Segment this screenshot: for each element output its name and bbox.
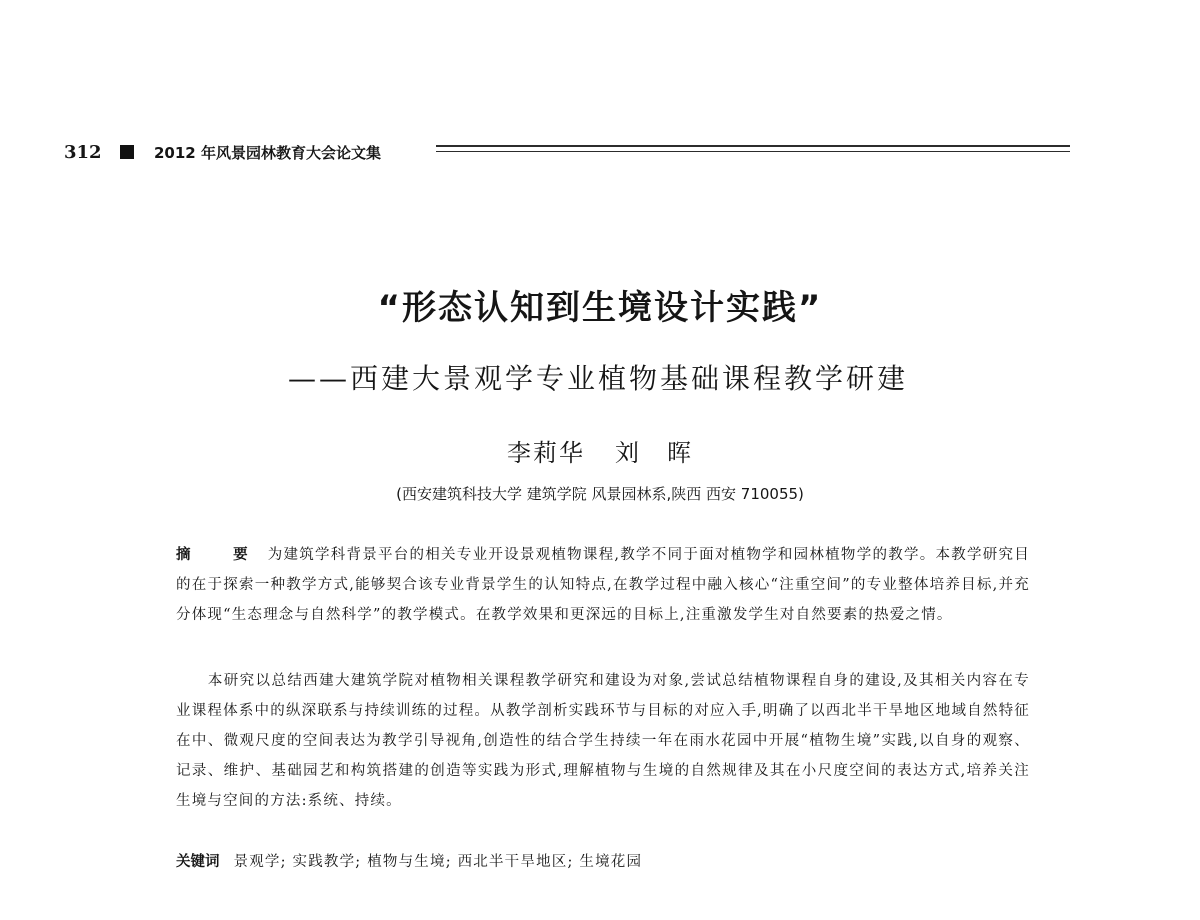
- abstract-text: 为建筑学科背景平台的相关专业开设景观植物课程,教学不同于面对植物学和园林植物学的教学。本教学研究目的在于探索一种教学方式,能够契合该专业背景学生的认知特点,在教学过程中融入核心“注重空间”的专业整体培养目标,并充分体现“生态理念与自然科学”的教学模式。在教学效果和更深远的目标上,注重激发学生对自然要素的热爱之情。: [176, 547, 1031, 623]
- article-subtitle: ——西建大景观学专业植物基础课程教学研建: [288, 362, 909, 395]
- header-rule: [436, 145, 1070, 147]
- author-name: 李莉华: [507, 439, 585, 467]
- abstract-label: 摘 要: [176, 547, 262, 563]
- keywords-label: 关键词: [176, 854, 220, 870]
- keywords-line: [176, 848, 1030, 876]
- proceedings-title: 2012 年风景园林教育大会论文集: [154, 144, 381, 162]
- keywords-text: 景观学; 实践教学; 植物与生境; 西北半干旱地区; 生境花园: [233, 854, 643, 870]
- page-number: 312: [64, 142, 102, 163]
- abstract-paragraph: [176, 540, 1030, 630]
- article-title: “形态认知到生境设计实践”: [377, 288, 823, 328]
- abstract-paragraph-2: 本研究以总结西建大建筑学院对植物相关课程教学研究和建设为对象,尝试总结植物课程自身的建设,及其相关内容在专业课程体系中的纵深联系与持续训练的过程。从教学剖析实践环节与目标的对应入手,明确了以西北半干旱地区地域自然特征在中、微观尺度的空间表达为教学引导视角,创造性的结合学生持续一年在雨水花园中开展“植物生境”实践,以自身的观察、记录、维护、基础园艺和构筑搭建的创造等实践为形式,理解植物与生境的自然规律及其在小尺度空间的表达方式,培养关注生境与空间的方法:系统、持续。: [176, 673, 1030, 809]
- authors-line: [0, 437, 1200, 469]
- square-bullet-icon: [120, 145, 134, 159]
- header-rule-thin: [436, 151, 1070, 152]
- affiliation: (西安建筑科技大学 建筑学院 风景园林系,陕西 西安 710055): [396, 485, 804, 503]
- running-header: [64, 142, 1070, 166]
- author-name: 刘 晖: [615, 439, 693, 467]
